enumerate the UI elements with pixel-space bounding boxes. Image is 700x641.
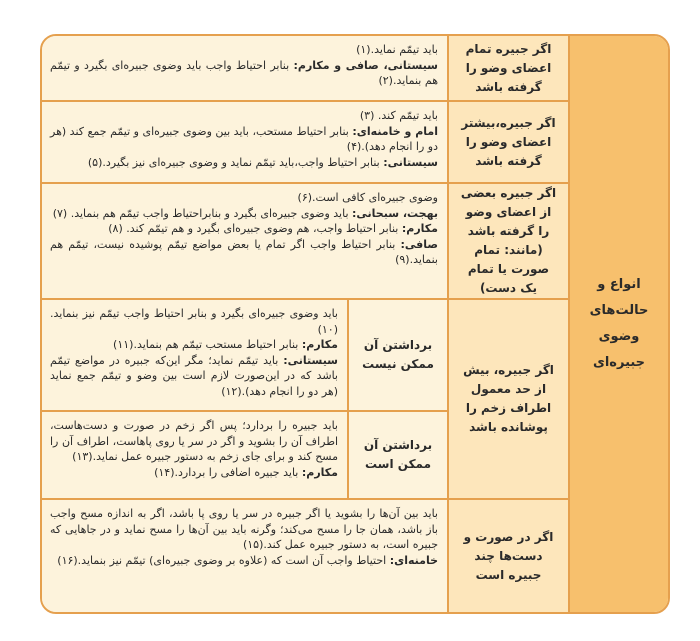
row-3-answer: وضوی جبیره‌ای کافی است.(۶) بهجت، سبحانی: باید وضوی جبیره‌ای بگیرد و بنابراحتیاط واجب تیمّم هم بنماید. (۷) مکارم: بنابر احتیاط واجب، هم وضوی جبیره‌ای بگیرد و هم تیمّم کند. (۸) صافی: بنابر احتیاط واجب اگر تمام یا بعض مواضع تیمّم پوشیده نیست، تیمّم هم بنماید.(۹): [42, 182, 447, 298]
row-2-question: اگر جبیره،بیشتر اعضای وضو را گرفته باشد: [447, 100, 568, 182]
row-1-question: اگر جبیره تمام اعضای وضو را گرفته باشد: [447, 36, 568, 100]
row-4-sub-1-answer: باید وضوی جبیره‌ای بگیرد و بنابر احتیاط واجب تیمّم نیز بنماید. (۱۰) مکارم: بنابر احتیاط مستحب تیمّم هم بنماید.(۱۱) سیستانی: باید تیمّم نماید؛ مگر این‌که جبیره در مواضع تیمّم باشد که در این‌صورت لازم است بین وضو و تیمّم جمع نماید (هر دو را انجام دهد).(۱۲): [42, 298, 347, 410]
row-4-sub-1-label: برداشتن آن ممکن نیست: [347, 298, 447, 410]
row-4-question: اگر جبیره، بیش از حد معمول اطراف زخم را پوشانده باشد: [447, 298, 568, 498]
row-4-sub-2-answer: باید جبیره را بردارد؛ پس اگر زخم در صورت و دست‌هاست، اطراف آن را بشوید و اگر در سر یا روی پاهاست، اطراف آن را مسح کند و برای جای زخم به دستور جبیره عمل نماید.(۱۳) مکارم: باید جبیره اضافی را بردارد.(۱۴): [42, 410, 347, 498]
row-3-question: اگر جبیره بعضی از اعضای وضو را گرفته باشد (مانند: تمام صورت یا تمام یک دست): [447, 182, 568, 298]
row-5-question: اگر در صورت و دست‌ها چند جبیره است: [447, 498, 568, 612]
ablution-table: [40, 34, 670, 614]
row-1-answer: باید تیمّم نماید.(۱) سیستانی، صافی و مکارم: بنابر احتیاط واجب باید وضوی جبیره‌ای بگیرد و تیمّم هم بنماید.(۲): [42, 36, 447, 100]
row-2-answer: باید تیمّم کند. (۳) امام و خامنه‌ای: بنابر احتیاط مستحب، باید بین وضوی جبیره‌ای و تیمّم جمع کند (هر دو را انجام دهد).(۴) سیستانی: بنابر احتیاط واجب،باید تیمّم نماید و وضوی جبیره‌ای نیز بگیرد.(۵): [42, 100, 447, 182]
table-title: انواع و حالت‌های وضوی جبیره‌ای: [568, 36, 668, 612]
row-5-answer: باید بین آن‌ها را بشوید یا اگر جبیره در سر یا روی پا باشد، اگر به اندازه مسح واجب باز باشد، همان جا را مسح می‌کند؛ وگرنه باید بین آن‌ها را مسح نماید و در جاهایی که جبیره است، به دستور جبیره عمل کند.(۱۵) خامنه‌ای: احتیاط واجب آن است که (علاوه بر وضوی جبیره‌ای) تیمّم نیز بنماید.(۱۶): [42, 498, 447, 612]
row-4-sub-2-label: برداشتن آن ممکن است: [347, 410, 447, 498]
